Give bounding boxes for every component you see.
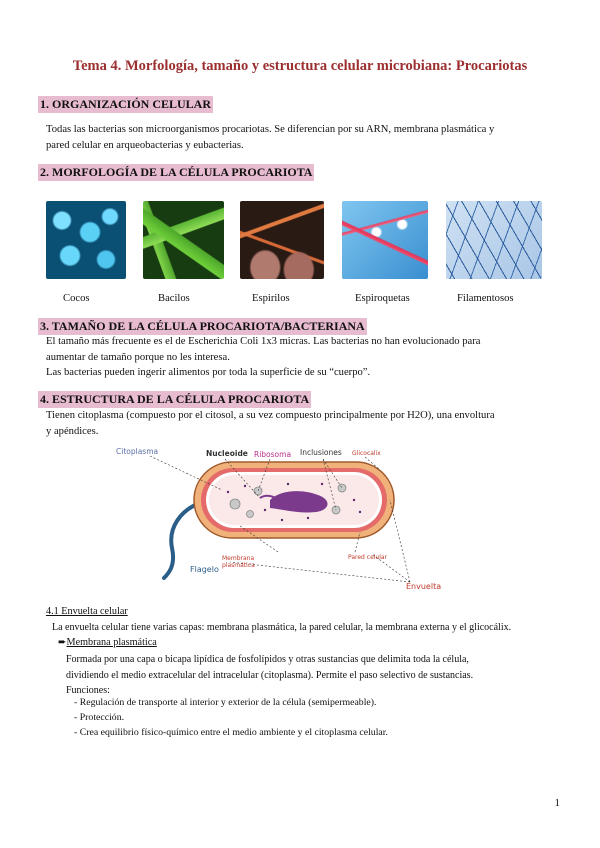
inclusion-shape [230,499,240,509]
function-item: - Regulación de transporte al interior y exterior de la célula (semipermeable). [74,697,377,708]
label-flagelo: Flagelo [190,565,219,574]
page-number: 1 [554,797,560,809]
label-membrana-line2: plasmática [222,562,255,569]
text-line: El tamaño más frecuente es el de Escherichia Coli 1x3 micras. Las bacterias no han evolucionado para [46,336,481,347]
label-nucleoide: Nucleoide [206,449,248,458]
label-citoplasma: Citoplasma [116,447,159,456]
caption-filamentosos: Filamentosos [457,293,514,304]
prokaryote-diagram [110,440,442,595]
section-2-heading: 2. MORFOLOGÍA DE LA CÉLULA PROCARIOTA [40,165,313,179]
function-item: - Crea equilibrio físico-químico entre el medio ambiente y el citoplasma celular. [74,727,388,738]
caption-espiroquetas: Espiroquetas [355,293,410,304]
section-4-text [46,408,568,439]
caption-cocos: Cocos [63,293,90,304]
membrana-text [66,652,564,699]
text-line: Funciones: [66,685,110,696]
label-pared-celular: Pared celular [348,554,388,561]
text-line: Tienen citoplasma (compuesto por el citosol, a su vez compuesto principalmente por H2O), una envoltura [46,410,495,421]
text-line: dividiendo el medio extracelular del intracelular (citoplasma). Permite el paso selectivo de sustancias. [66,669,474,681]
caption-espirilos: Espirilos [252,293,290,304]
label-envuelta: Envuelta [406,582,442,591]
function-item: - Protección. [74,712,125,723]
text-line: Formada por una capa o bicapa lipídica de fosfolípidos y otras sustancias que delimita toda la célula, [66,654,469,665]
label-glicocalix: Glicocalix [352,450,381,457]
label-membrana-line1: Membrana [222,555,255,562]
label-ribosoma: Ribosoma [254,450,292,459]
text-line: Las bacterias pueden ingerir alimentos por toda la superficie de su “cuerpo”. [46,367,371,378]
text-line: y apéndices. [46,425,99,437]
section-3-heading: 3. TAMAÑO DE LA CÉLULA PROCARIOTA/BACTERIANA [40,319,365,333]
section-1-text [46,122,568,153]
espiroquetas-image [342,201,428,279]
inclusion-shape [247,511,254,518]
caption-bacilos: Bacilos [158,293,190,304]
cocos-image [46,201,126,279]
section-1-heading: 1. ORGANIZACIÓN CELULAR [40,97,212,111]
membrana-subheading [58,637,157,648]
label-inclusiones: Inclusiones [300,448,342,457]
morphology-photos [46,201,542,279]
text-line: pared celular en arqueobacterias y eubacterias. [46,139,244,151]
document-title: Tema 4. Morfología, tamaño y estructura celular microbiana: Procariotas [72,58,528,74]
subsection-4-1-intro: La envuelta celular tiene varias capas: membrana plasmática, la pared celular, la membrana externa y el glicocálix. [52,622,512,633]
section-4-heading: 4. ESTRUCTURA DE LA CÉLULA PROCARIOTA [40,392,310,406]
espirilos-image [240,201,324,279]
membrana-subheading-text: Membrana plasmática [66,637,157,648]
inclusion-shape [338,484,346,492]
section-3-text [46,334,568,381]
subsection-4-1-heading: 4.1 Envuelta celular [46,606,128,617]
arrow-bullet-icon: ➨ [58,637,67,648]
text-line: Todas las bacterias son microorganismos procariotas. Se diferencian por su ARN, membrana plasmática y [46,124,495,135]
text-line: aumentar de tamaño porque no les interesa. [46,351,230,363]
inclusion-shape [254,487,262,495]
bacilos-image [143,201,224,279]
filamentosos-image [446,201,542,279]
